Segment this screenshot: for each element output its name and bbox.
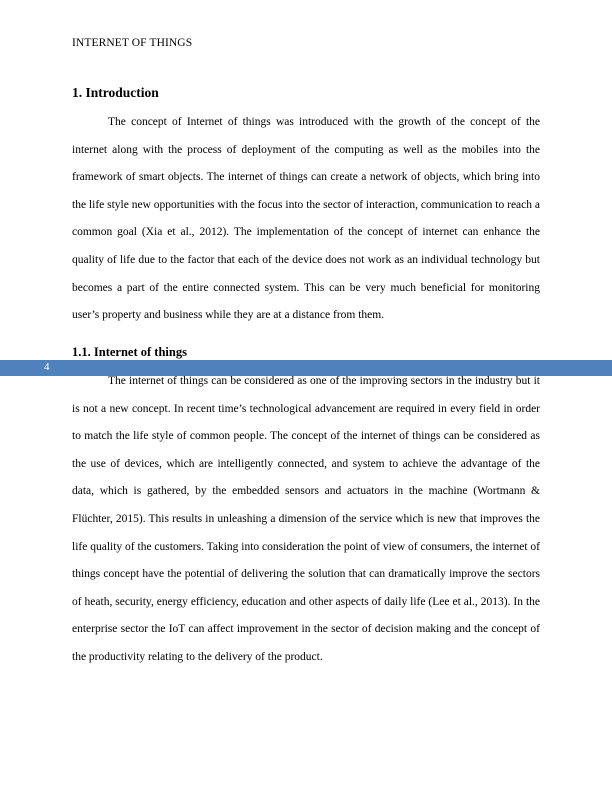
section-heading-internet-of-things: 1.1. Internet of things <box>72 345 187 359</box>
internet-of-things-paragraph: The internet of things can be considered as one of the improving sectors in the industry but it is not a new concept. In recent time’s technological advancement are required in every field in order to match the life style of common people. The concept of the internet of things can be considered as the use of devices, which are intelligently connected, and system to achieve the advantage of the data, which is gathered, by the embedded sensors and actuators in the machine (Wortmann & Flüchter, 2015). This results in unleashing a dimension of the service which is new that improves the life quality of the customers. Taking into consideration the point of view of consumers, the internet of things concept have the potential of delivering the solution that can dramatically improve the sectors of heath, security, energy efficiency, education and other aspects of daily life (Lee et al., 2013). In the enterprise sector the IoT can affect improvement in the sector of decision making and the concept of the productivity relating to the delivery of the product. <box>72 375 540 663</box>
page-number: 4 <box>44 361 50 373</box>
introduction-paragraph: The concept of Internet of things was introduced with the growth of the concept of the internet along with the process of deployment of the computing as well as the mobiles into the framework of smart objects. The internet of things can create a network of objects, which bring into the life style new opportunities with the focus into the sector of interaction, communication to reach a common goal (Xia et al., 2012). The implementation of the concept of internet can enhance the quality of life due to the factor that each of the device does not work as an individual technology but becomes a part of the entire connected system. This can be very much beneficial for monitoring user’s property and business while they are at a distance from them. <box>72 116 540 322</box>
section-heading-introduction: 1. Introduction <box>72 85 159 100</box>
running-head: INTERNET OF THINGS <box>72 37 193 49</box>
